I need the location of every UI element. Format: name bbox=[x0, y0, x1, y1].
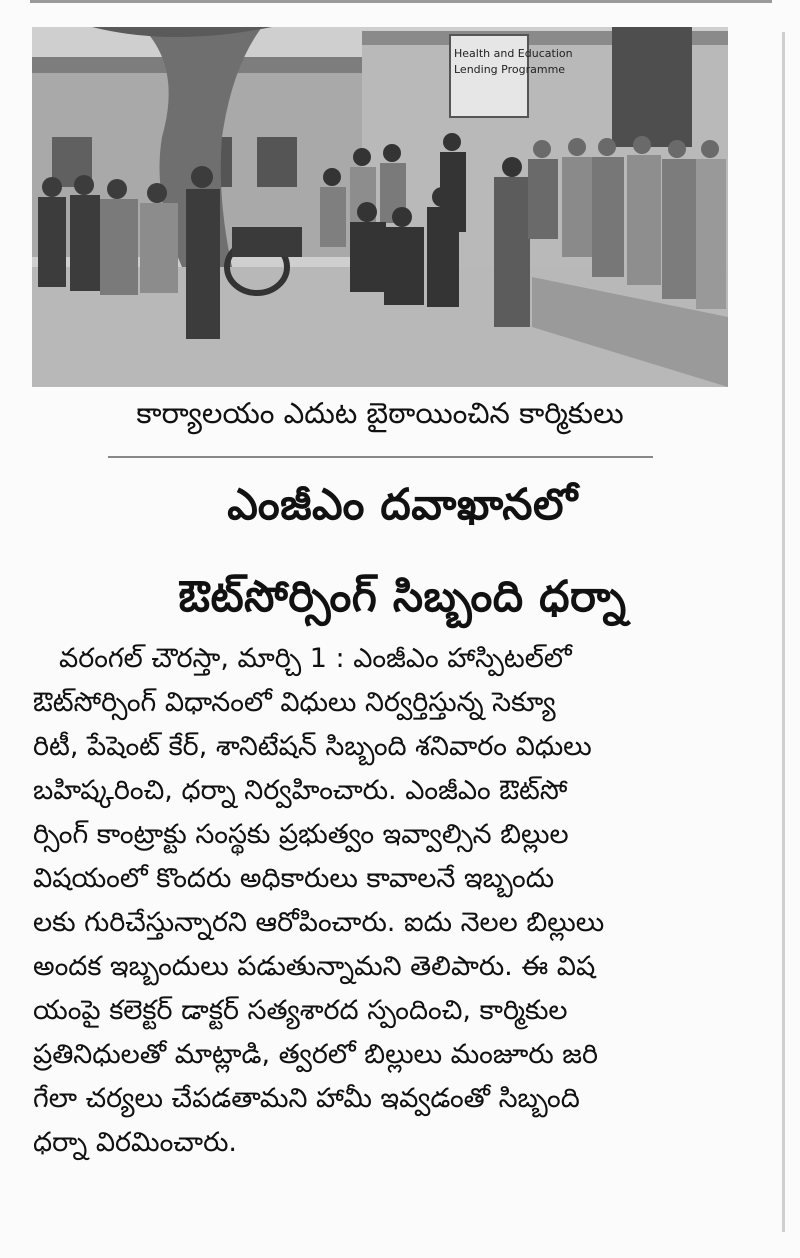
article-line: అందక ఇబ్బందులు పడుతున్నామని తెలిపారు. ఈ విష bbox=[33, 951, 596, 982]
article-line: ఔట్‌సోర్సింగ్ విధానంలో విధులు నిర్వర్తిస్తున్న సెక్యూ bbox=[33, 687, 556, 718]
article-line: యంపై కలెక్టర్ డాక్టర్ సత్యశారద స్పందించి, కార్మికుల bbox=[33, 995, 568, 1026]
news-photo bbox=[32, 27, 728, 387]
photo-motorcycle-body bbox=[232, 227, 302, 257]
article-line: బహిష్కరించి, ధర్నా నిర్వహించారు. ఎంజీఎం ఔట్‌సో bbox=[33, 775, 568, 806]
article-line: గేలా చర్యలు చేపడతామని హామీ ఇవ్వడంతో సిబ్బంది bbox=[33, 1083, 580, 1114]
article-line: ధర్నా విరమించారు. bbox=[33, 1127, 238, 1158]
headline-line-2: ఔట్‌సోర్సింగ్ సిబ్బంది ధర్నా bbox=[178, 572, 627, 622]
article-line: విషయంలో కొందరు అధికారులు కావాలనే ఇబ్బందు bbox=[33, 863, 555, 894]
top-rule bbox=[30, 0, 772, 3]
caption-divider bbox=[108, 456, 653, 458]
photo-caption: కార్యాలయం ఎదుట బైఠాయించిన కార్మికులు bbox=[136, 396, 624, 430]
photo-sign-line-1: Health and Education bbox=[454, 47, 573, 60]
photo-window bbox=[257, 137, 297, 187]
headline-line-1: ఎంజీఎం దవాఖానలో bbox=[227, 480, 578, 530]
photo-sign-line-2: Lending Programme bbox=[454, 63, 566, 76]
article-body bbox=[33, 637, 733, 1165]
news-photo-illustration bbox=[32, 27, 728, 387]
article-line: లకు గురిచేస్తున్నారని ఆరోపించారు. ఐదు నెలల బిల్లులు bbox=[33, 907, 605, 938]
article-line: ప్రతినిధులతో మాట్లాడి, త్వరలో బిల్లులు మంజూరు జరి bbox=[33, 1039, 599, 1070]
article-line: ర్సింగ్ కాంట్రాక్టు సంస్థకు ప్రభుత్వం ఇవ్వాల్సిన బిల్లుల bbox=[33, 819, 569, 850]
article-line: రిటీ, పేషెంట్ కేర్, శానిటేషన్ సిబ్బంది శనివారం విధులు bbox=[33, 731, 592, 762]
photo-doorway bbox=[612, 27, 692, 147]
column-divider bbox=[782, 32, 785, 1232]
article-line: వరంగల్ చౌరస్తా, మార్చి 1 : ఎంజీఎం హాస్పిటల్‌లో bbox=[59, 643, 572, 674]
